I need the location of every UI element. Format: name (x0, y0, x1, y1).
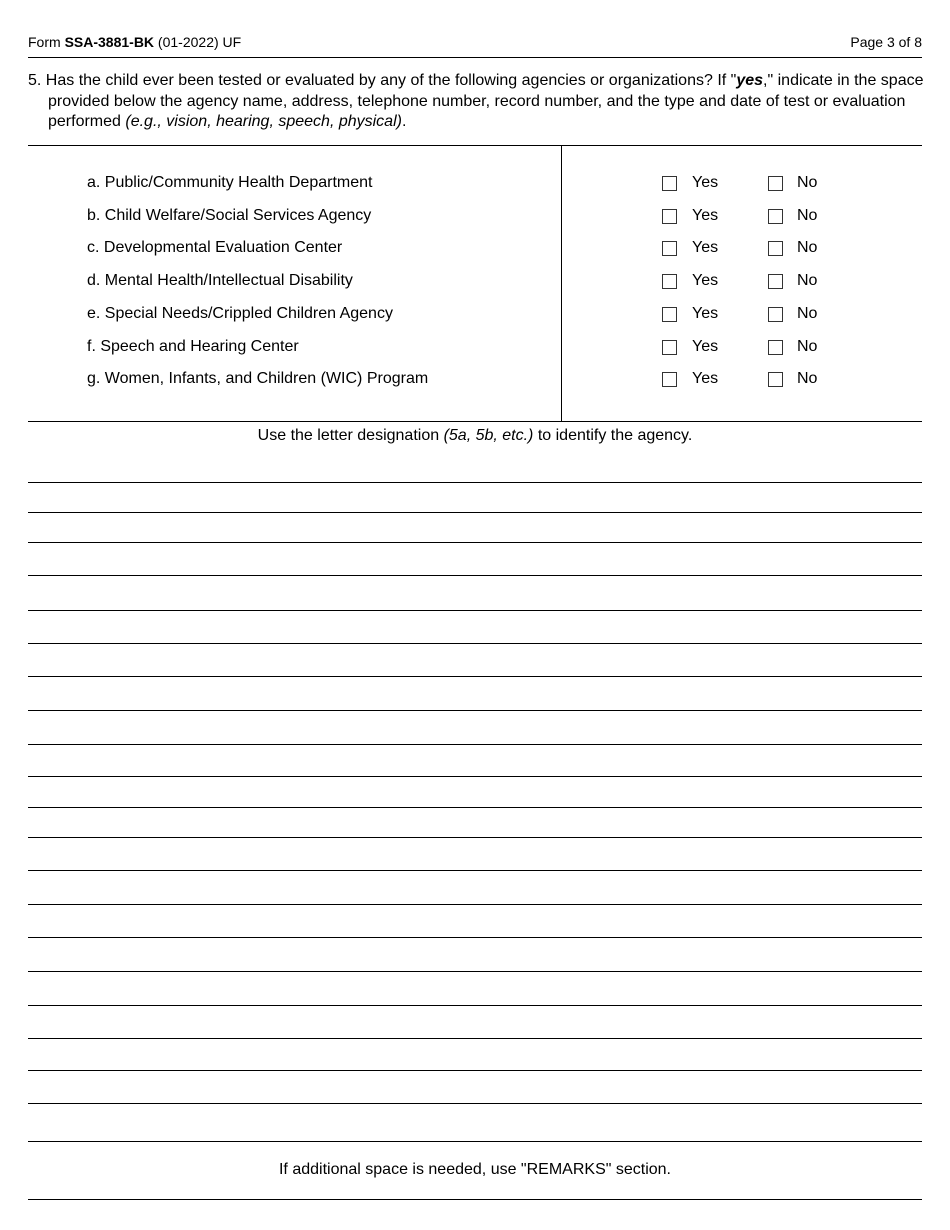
instruction-text-end: to identify the agency. (533, 427, 693, 444)
table-bottom-rule (28, 421, 922, 422)
blank-writing-line[interactable] (28, 837, 922, 838)
question-emphasis: yes (736, 72, 764, 89)
question-number: 5. (28, 72, 42, 89)
blank-writing-line[interactable] (28, 870, 922, 871)
table-top-rule (28, 145, 922, 146)
no-label: No (797, 370, 818, 388)
no-checkbox[interactable] (768, 209, 783, 224)
no-label: No (797, 272, 818, 290)
form-edition: (01-2022) UF (154, 34, 242, 50)
blank-writing-line[interactable] (28, 937, 922, 938)
no-checkbox[interactable] (768, 176, 783, 191)
question-text-cont: ," indicate in the space provided below the agency name, address, telephone number, record number, and the type and date of test or evaluation performed (48, 72, 924, 130)
blank-writing-line[interactable] (28, 744, 922, 745)
yes-checkbox[interactable] (662, 274, 677, 289)
no-checkbox[interactable] (768, 241, 783, 256)
no-checkbox[interactable] (768, 372, 783, 387)
yes-checkbox[interactable] (662, 241, 677, 256)
no-checkbox[interactable] (768, 340, 783, 355)
blank-writing-line[interactable] (28, 1005, 922, 1006)
blank-writing-line[interactable] (28, 971, 922, 972)
no-checkbox[interactable] (768, 274, 783, 289)
header-rule (28, 57, 922, 58)
yes-label: Yes (692, 304, 719, 322)
yes-label: Yes (692, 239, 719, 257)
blank-writing-line[interactable] (28, 542, 922, 543)
question-examples: (e.g., vision, hearing, speech, physical) (125, 113, 402, 130)
yes-checkbox[interactable] (662, 340, 677, 355)
yes-checkbox[interactable] (662, 372, 677, 387)
blank-writing-line[interactable] (28, 904, 922, 905)
yes-checkbox[interactable] (662, 209, 677, 224)
no-label: No (797, 304, 818, 322)
yes-label: Yes (692, 206, 719, 224)
blank-writing-line[interactable] (28, 776, 922, 777)
question-end: . (401, 113, 407, 130)
question-text: Has the child ever been tested or evaluated by any of the following agencies or organizations? If " (41, 72, 737, 89)
blank-writing-line[interactable] (28, 610, 922, 611)
yes-label: Yes (692, 370, 719, 388)
blank-writing-line[interactable] (28, 1070, 922, 1071)
instruction-text: Use the letter designation (257, 427, 444, 444)
blank-writing-line[interactable] (28, 512, 922, 513)
table-divider (561, 145, 562, 421)
agency-label: g. Women, Infants, and Children (WIC) Program (87, 370, 429, 388)
no-checkbox[interactable] (768, 307, 783, 322)
yes-checkbox[interactable] (662, 176, 677, 191)
blank-writing-line[interactable] (28, 1038, 922, 1039)
yes-label: Yes (692, 337, 719, 355)
form-prefix: Form (28, 34, 65, 50)
page-number: Page 3 of 8 (850, 34, 922, 50)
form-number: SSA-3881-BK (64, 34, 155, 50)
agency-label: b. Child Welfare/Social Services Agency (87, 206, 372, 224)
question-5 (28, 71, 938, 133)
no-label: No (797, 239, 818, 257)
letter-designation-instruction (28, 426, 922, 446)
blank-writing-line[interactable] (28, 482, 922, 483)
blank-writing-line[interactable] (28, 676, 922, 677)
blank-writing-line[interactable] (28, 1103, 922, 1104)
agency-label: e. Special Needs/Crippled Children Agency (87, 304, 393, 322)
no-label: No (797, 337, 818, 355)
blank-writing-line[interactable] (28, 807, 922, 808)
yes-label: Yes (692, 272, 719, 290)
yes-label: Yes (692, 174, 719, 191)
no-label: No (797, 174, 818, 191)
blank-writing-line[interactable] (28, 1141, 922, 1142)
no-label: No (797, 206, 818, 224)
agency-label: d. Mental Health/Intellectual Disability (87, 272, 353, 290)
blank-writing-line[interactable] (28, 710, 922, 711)
agency-label: c. Developmental Evaluation Center (87, 239, 343, 257)
blank-writing-line[interactable] (28, 575, 922, 576)
additional-space-note: If additional space is needed, use "REMARKS" section. (278, 1161, 671, 1178)
agency-label: a. Public/Community Health Department (87, 174, 373, 191)
instruction-italic: (5a, 5b, etc.) (443, 427, 534, 444)
footer-rule (28, 1199, 922, 1200)
yes-checkbox[interactable] (662, 307, 677, 322)
agency-label: f. Speech and Hearing Center (87, 337, 299, 355)
blank-writing-line[interactable] (28, 643, 922, 644)
form-identifier (28, 34, 241, 50)
